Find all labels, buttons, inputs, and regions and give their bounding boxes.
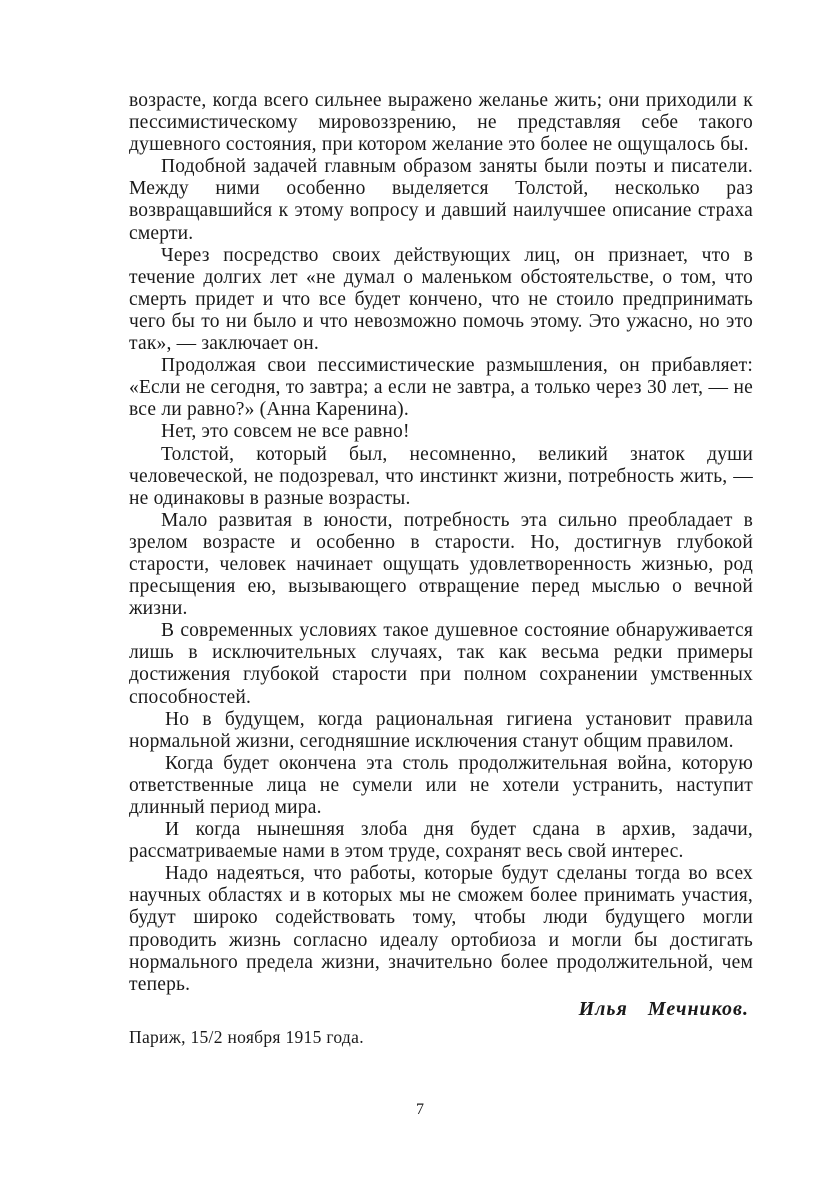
paragraph-5: Нет, это совсем не все равно! <box>161 421 410 443</box>
dateline: Париж, 15/2 ноября 1915 года. <box>129 1026 364 1047</box>
paragraph-4: Продолжая свои пессимистические размышления, он прибавляет: «Если не сегодня, то завтра; а если не завтра, а только через 30 лет, — не все ли равно?» (Анна Каренина). <box>129 355 753 421</box>
paragraph-3: Через посредство своих действующих лиц, он признает, что в течение долгих лет «не думал о маленьком обстоятельстве, о том, что смерть придет и что все будет кончено, что не стоило предпринимать чего бы то ни было и что невозможно помочь этому. Это ужасно, но это так», — заключает он. <box>129 244 753 355</box>
paragraph-8: В современных условиях такое душевное состояние обнаруживается лишь в исключительных случаях, так как весьма редки примеры достижения глубокой старости при полном сохранении умственных способностей. <box>129 620 753 708</box>
paragraph-6: Толстой, который был, несомненно, великий знаток души человеческой, не подозревал, что инстинкт жизни, потребность жить, — не одинаковы в разные возрасты. <box>129 443 753 509</box>
body-text <box>129 90 753 1048</box>
paragraph-10: Когда будет окончена эта столь продолжительная война, которую ответственные лица не сумели или не хотели устранить, наступит длинный период мира. <box>129 752 753 818</box>
paragraph-2: Подобной задачей главным образом заняты были поэты и писатели. Между ними особенно выделяется Толстой, несколько раз возвращавшийся к этому вопросу и давший наилучшее описание страха смерти. <box>129 156 753 244</box>
paragraph-12: Надо надеяться, что работы, которые будут сделаны тогда во всех научных областях и в которых мы не сможем более принимать участия, будут широко содействовать тому, чтобы люди будущего могли проводить жизнь согласно идеалу ортобиоза и могли бы достигать нормального предела жизни, значительно более продолжительной, чем теперь. <box>129 863 753 995</box>
page-number: 7 <box>416 1101 424 1118</box>
paragraph-1: возрасте, когда всего сильнее выражено желанье жить; они приходили к пессимистическому мировоззрению, не представляя себе такого душевного состояния, при котором желание это более не ощущалось бы. <box>129 90 753 156</box>
paragraph-11: И когда нынешняя злоба дня будет сдана в архив, задачи, рассматриваемые нами в этом труде, сохранят весь свой интерес. <box>129 819 753 863</box>
paragraph-9: Но в будущем, когда рациональная гигиена установит правила нормальной жизни, сегодняшние исключения станут общим правилом. <box>129 708 753 752</box>
author-signature: Илья Мечников. <box>578 997 749 1020</box>
paragraph-7: Мало развитая в юности, потребность эта сильно преобладает в зрелом возрасте и особенно в старости. Но, достигнув глубокой старости, человек начинает ощущать удовлетворенность жизнью, род пресыщения ею, вызывающего отвращение перед мыслью о вечной жизни. <box>129 509 753 620</box>
